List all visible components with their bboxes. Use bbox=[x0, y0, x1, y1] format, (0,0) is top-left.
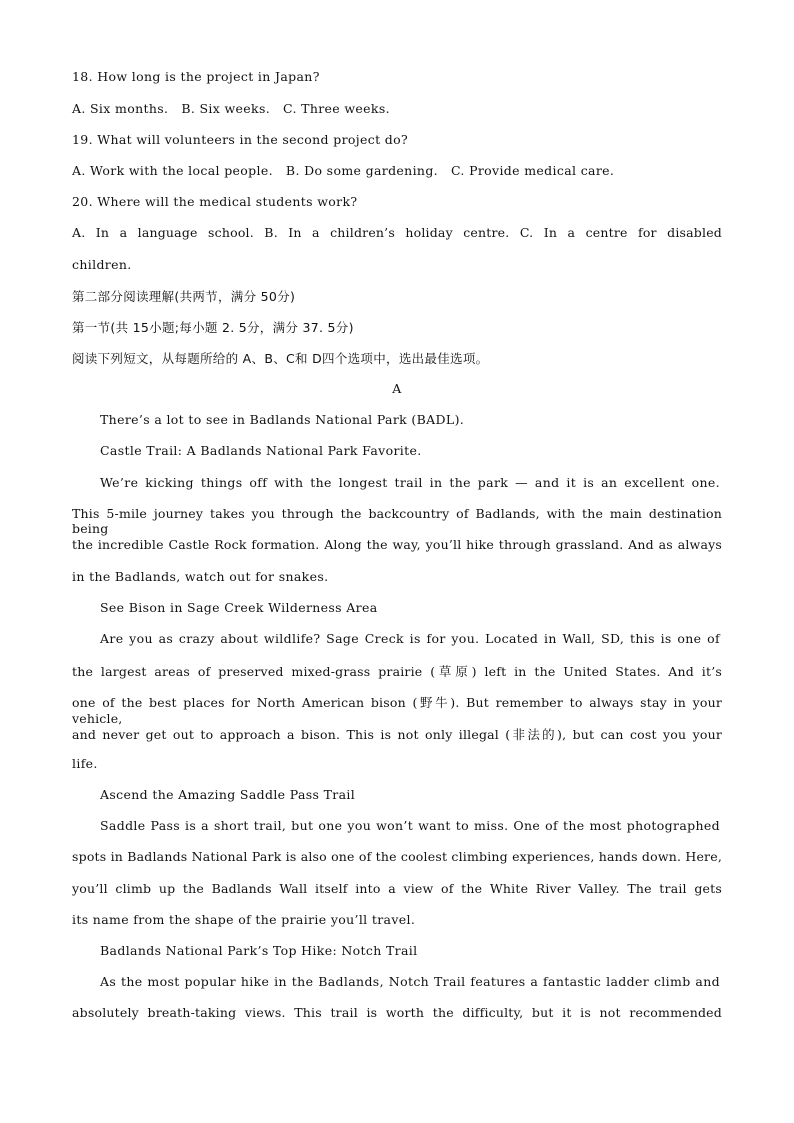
para4-line2: absolutely breath-taking views. This trail is worth the difficulty, but it is not recommended bbox=[72, 1005, 722, 1020]
para2-line3: one of the best places for North American bison (野牛). But remember to always stay in your vehicle, bbox=[72, 695, 722, 726]
passage-label: A bbox=[392, 381, 402, 396]
para3-line1: Saddle Pass is a short trail, but one you won’t want to miss. One of the most photographed bbox=[100, 818, 720, 833]
para1-line3: the incredible Castle Rock formation. Along the way, you’ll hike through grassland. And as always bbox=[72, 537, 722, 552]
para1-line2: This 5-mile journey takes you through the backcountry of Badlands, with the main destination being bbox=[72, 506, 722, 536]
para4-line1: As the most popular hike in the Badlands, Notch Trail features a fantastic ladder climb and bbox=[100, 974, 720, 989]
question-18-options: A. Six months. B. Six weeks. C. Three weeks. bbox=[72, 101, 390, 116]
section-instruction: 阅读下列短文，从每题所给的 A、B、C和 D四个选项中，选出最佳选项。 bbox=[72, 351, 489, 366]
heading-saddle-pass: Ascend the Amazing Saddle Pass Trail bbox=[100, 787, 356, 802]
heading-notch-trail: Badlands National Park’s Top Hike: Notch Trail bbox=[100, 943, 418, 958]
question-18: 18. How long is the project in Japan? bbox=[72, 69, 320, 84]
para1-line4: in the Badlands, watch out for snakes. bbox=[72, 569, 329, 584]
para2-line4: and never get out to approach a bison. This is not only illegal (非法的), but can cost you your bbox=[72, 727, 722, 742]
heading-sage-creek: See Bison in Sage Creek Wilderness Area bbox=[100, 600, 378, 615]
para1-line1: We’re kicking things off with the longest trail in the park — and it is an excellent one. bbox=[100, 475, 720, 490]
question-19: 19. What will volunteers in the second project do? bbox=[72, 132, 409, 147]
passage-intro: There’s a lot to see in Badlands National Park (BADL). bbox=[100, 412, 465, 427]
para3-line3: you’ll climb up the Badlands Wall itself into a view of the White River Valley. The trail gets bbox=[72, 881, 722, 896]
para2-line1: Are you as crazy about wildlife? Sage Creck is for you. Located in Wall, SD, this is one of bbox=[100, 631, 720, 646]
para3-line2: spots in Badlands National Park is also one of the coolest climbing experiences, hands down. Here, bbox=[72, 849, 722, 864]
question-20: 20. Where will the medical students work? bbox=[72, 194, 358, 209]
question-19-options: A. Work with the local people. B. Do some gardening. C. Provide medical care. bbox=[72, 163, 615, 178]
section-subtitle: 第一节(共 15小题;每小题 2. 5分，满分 37. 5分) bbox=[72, 320, 354, 335]
para2-line5: life. bbox=[72, 756, 98, 771]
para3-line4: its name from the shape of the prairie you’ll travel. bbox=[72, 912, 416, 927]
section-title: 第二部分阅读理解(共两节，满分 50分) bbox=[72, 289, 296, 304]
para2-line2: the largest areas of preserved mixed-grass prairie (草原) left in the United States. And it’s bbox=[72, 664, 722, 679]
question-20-options-cont: children. bbox=[72, 257, 132, 272]
question-20-options: A. In a language school. B. In a children’s holiday centre. C. In a centre for disabled bbox=[72, 225, 722, 240]
heading-castle-trail: Castle Trail: A Badlands National Park Favorite. bbox=[100, 443, 422, 458]
